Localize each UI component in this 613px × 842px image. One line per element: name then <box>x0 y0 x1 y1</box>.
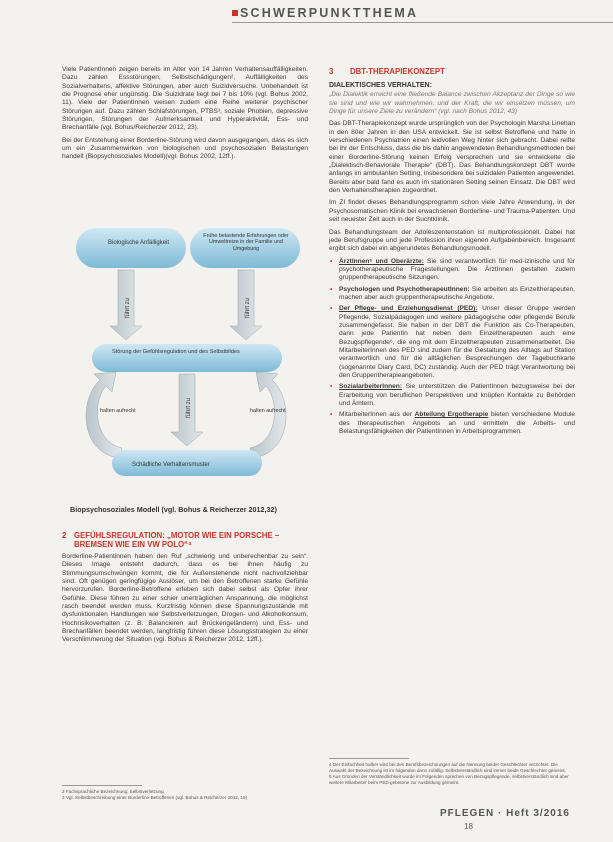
right-paragraph-1: Das DBT-Therapiekonzept wurde ursprünglich von der Psychologin Marsha Linehan in den 80er Jahren in den USA entwickelt. Sie ist selbst Betroffene und hatte in verschiedenen Psychiatrien einen leidvollen Weg hinter sich gebracht. Dabei reifte bei ihr der Entschluss, dass die bis dahin angewendeten Behandlungsmethoden bei einer Borderline-Störung keinen Erfolg versprechen und sie entwickelte die „Dialektisch-Behaviorale Therapie“ (DBT). Das Behandlungskonzept DBT wurde anfangs im ambulanten Setting, insbesondere bei suizidalen Patienten angewendet. Bereits aber bald fand es auch im stationären Setting seinen Einsatz. Die DBT wird den Verhaltenstherapien zugeordnet. <box>329 120 575 195</box>
list-item-head: Abteilung Ergotherapie <box>414 411 489 419</box>
right-curved-arrow <box>250 372 286 458</box>
footer-title: PFLEGEN <box>440 808 495 819</box>
left-curve-label: halten aufrecht <box>100 408 136 414</box>
section-2-paragraph: Borderline-Patientinnen haben den Ruf „schwierig und unberechenbar zu sein“. Dieses Image entsteht dadurch, dass es bei ihnen häufig zu Stimmungsumschwüngen kommt, die für Außenstehende nicht nachvollziehbar sind. Oft genügen geringfügige Auslöser, um bei den Betroffenen starke Gefühle hervorzurufen. Borderline-Betroffene erleben sich dabei selbst als Opfer ihrer Gefühle. Diese führen zu einer schier unerträglichen Anspannung, die möglichst rasch beendet werden muss. Kurzfristig können diese Spannungszustände mit dysfunktionalen Handlungen wie Selbstverletzungen, Drogen- und Alkoholkonsum, Hochrisikoverhalten (z. B. Balancieren auf Brückengeländern) und Ess- und Brechanfällen beendet werden, langfristig führen diese Lösungsstrategien zu einer Verschlimmerung der Situation (vgl. Bohus & Reicherzer 2012, 12ff.). <box>62 553 308 644</box>
section-3-quote: „Die Dialektik erreicht eine fließende Balance zwischen Akzeptanz der Dinge so wie sie sind und wie wir wahrnehmen, und der Kraft, die wir einsetzen müssen, um Dinge für unsere Ziele zu verändern“ (vgl. nach Bohus 2012, 43) <box>329 91 575 116</box>
list-item-text: Sie sind verantwortlich für med-izinische und für psychotherapeutische Fragestellungen. Die ÄrztInnen gestalten zudem gruppentherapeutische Sitzungen. <box>339 257 575 282</box>
section-3-number: 3 <box>329 67 334 76</box>
page-number: 18 <box>464 822 473 831</box>
list-item-text: Sie unterstützen die PatientInnen bezugsweise bei der Erarbeitung von beruflichen Perspektiven und knüpfen Kontakte zu Behörden und Ämtern. <box>339 383 575 408</box>
diagram-caption: Biopsychosoziales Modell (vgl. Bohus & Reicherzer 2012,32) <box>70 505 277 514</box>
footnotes-left <box>62 789 308 801</box>
biopsychosocial-diagram <box>62 222 310 502</box>
right-paragraph-2: Im ZI findet dieses Behandlungsprogramm schon viele Jahre Anwendung, in der Psychosomatischen Klinik bei erwachsenen Borderline- und Trauma-Patienten. Und seit neuester Zeit auch in der Suchtklinik. <box>329 199 575 224</box>
footer-separator: · <box>498 808 503 819</box>
team-list <box>329 258 575 437</box>
list-item-head: Psychologen und PsychotherapeutInnen: <box>339 285 470 293</box>
list-item-prefix: MitarbeiterInnen aus der <box>339 411 415 419</box>
left-intro <box>62 66 308 166</box>
section-3-title: DBT-THERAPIEKONZEPT <box>350 67 445 76</box>
list-item-text: bieten verschiedene Module des therapeutischen Angebots an und ermitteln die Arbeits- und Belastungsfähigkeiten der PatientInnen in Arbeitsprogrammen. <box>339 411 575 436</box>
list-item-head: ÄrztInnen⁵ und Oberärzte: <box>339 257 424 265</box>
box-behaviour-text: Schädliche Verhaltensmuster <box>132 462 210 468</box>
list-item-text: Sie arbeiten als Einzeltherapeuten, machen aber auch gruppentherapeutische Angebote. <box>339 285 575 301</box>
list-item <box>339 383 575 408</box>
footnotes-right <box>329 762 575 786</box>
right-body <box>329 82 575 439</box>
footnote-2: 2 Fachsprachliche Bezeichnung: Selbstverletzung <box>62 789 164 794</box>
section-3-subtitle: DIALEKTISCHES VERHALTEN: <box>329 82 432 89</box>
arrow-psycho-label: führt zu <box>245 297 251 318</box>
right-curve-label: halten aufrecht <box>250 408 286 414</box>
box-biology-text: Biologische Anfälligkeit <box>108 240 170 246</box>
header-title-text: SCHWERPUNKTTHEMA <box>240 6 419 20</box>
intro-paragraph-1: Viele PatientInnen zeigen bereits im Alter von 14 Jahren Verhaltensauffälligkeiten. Dazu zählen Essstörungen, Selbstschädigungen², Auffälligkeiten des Sozialverhaltens, affektive Störungen, aber auch Suizidversuche. Unbehandelt ist die Prognose eher ungünstig. Die Suizidrate liegt bei 7 bis 10% (vgl. Bohus 2002, 11). Viele der PatientInnen weisen zudem eine Reihe weiterer psychischer Störungen auf. Dazu zählen Schlafstörungen, PTBS³, soziale Phobien, depressive Störungen, Störungen der Aufmerksamkeit und Hyperaktivität, Ess- und Brechanfälle (vgl. Bohus/Reicherzer 2012, 23). <box>62 66 308 132</box>
list-item-text: Unser dieser Gruppe werden Pflegende, Sozialpädagogen und weitere pädagogische oder pflegende Berufe zusammengefasst. Sie haben in der DBT die Funktion als Co-Therapeuten, dann jede PatientIn hat neben dem Einzeltherapeuten auch eine Bezugspflegende⁶, die eng mit dem Einzeltherapeuten zusammenarbeitet. Die MitarbeiterInnen des PED sind zudem für die Gestaltung des Alltags auf Station verantwortlich und für die alltäglichen Besprechungen der Tagebuchkarte (sogenannte Diary Card, DC) zuständig. Auch der PED trägt Verantwortung bei den Gruppentherapieangeboten. <box>339 305 575 379</box>
intro-paragraph-2: Bei der Entstehung einer Borderline-Störung wird davon ausgegangen, dass es sich um ein Zusammenwirken von biologischen und psychosozialen Belastungen handelt (Biopsychosoziales Modell)(vgl. Bohus 2002, 12ff.). <box>62 136 308 161</box>
box-biology <box>76 228 186 268</box>
footer <box>440 808 570 819</box>
list-item-head: SozialarbeiterInnen: <box>339 383 403 391</box>
header-rule <box>232 22 613 23</box>
header-title <box>232 6 418 20</box>
box-regulation-text: Störung der Gefühlsregulation und des Selbstbildes <box>112 349 240 355</box>
footnote-3: 3 Vgl. Selbstbeschreibung einer Borderline-Betroffenen (vgl. Bohus & Reicherzer 2012, 19) <box>62 795 248 800</box>
left-curved-arrow <box>86 372 122 458</box>
header-square-icon <box>232 10 238 16</box>
section-2-body <box>62 553 308 649</box>
section-2-title: GEFÜHLSREGULATION: „MOTOR WIE EIN PORSCHE – BREMSEN WIE EIN VW POLO“⁴ <box>74 531 280 549</box>
arrow-center-label: führt zu <box>186 397 192 418</box>
list-item <box>339 258 575 283</box>
footnote-5: 5 Aus Gründen der Verständlichkeit wurde im Folgenden sprechen von Bezugspflegende, selbstverständlich sind aber weitere Mitarbeiter beim PED gebetene zur Ausbildung gemeint. <box>329 774 569 785</box>
section-2-number: 2 <box>62 531 67 540</box>
footnote-rule-right <box>329 758 409 759</box>
box-psychosocial-text: Frühe belastende Erfahrungen oder Umweltreize in der Familie und Umgebung <box>203 233 289 252</box>
list-item-head: Der Pflege- und Erziehungsdienst (PED): <box>339 305 478 313</box>
list-item <box>339 286 575 303</box>
arrow-bio-label: führt zu <box>125 297 131 318</box>
list-item <box>339 305 575 380</box>
footer-issue: Heft 3/2016 <box>506 808 570 819</box>
right-paragraph-3: Das Behandlungsteam der Adoleszentenstation ist multiprofessionell. Dabei hat jede Berufsgruppe und jede Profession ihren eigenen Aufgabenbereich. Insgesamt ergibt sich dabei ein abgerundetes Behandlungsmodell. <box>329 228 575 253</box>
footnote-4: 4 Der Einfachheit halber wird bei den Berufsbezeichnungen auf die Nennung beider Geschlechter verzichtet. Die Auswahl der Bezeichnung ist im folgenden dann zufällig. Selbstverständlich sind immer beide Geschlechter gemeint. <box>329 762 566 773</box>
list-item <box>339 411 575 436</box>
footnote-rule-left <box>62 785 142 786</box>
